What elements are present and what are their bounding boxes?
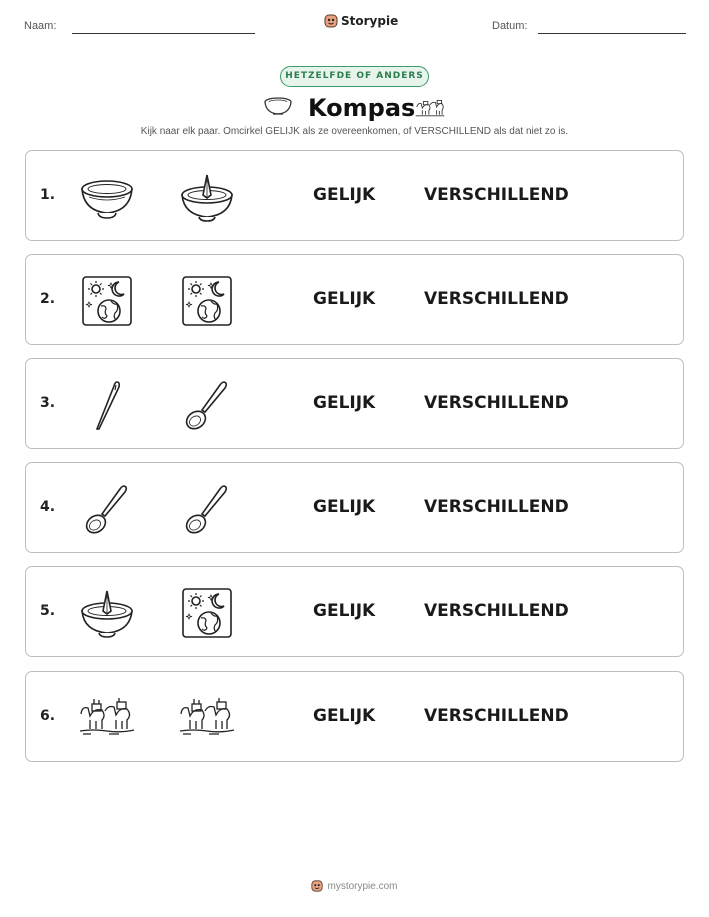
instructions: Kijk naar elk paar. Omcirkel GELIJK als ze overeenkomen, of VERSCHILLEND als dat niet zo is. bbox=[140, 126, 569, 137]
option-same[interactable]: GELIJK bbox=[313, 601, 376, 621]
day-night-globe-icon bbox=[179, 587, 235, 639]
category-badge: HETZELFDE OF ANDERS bbox=[280, 66, 429, 87]
spoon-icon bbox=[179, 379, 235, 431]
compass-bowl-icon bbox=[79, 587, 135, 639]
option-different[interactable]: VERSCHILLEND bbox=[424, 601, 569, 621]
option-same[interactable]: GELIJK bbox=[313, 497, 376, 517]
spoon-icon bbox=[179, 483, 235, 535]
question-number: 5. bbox=[40, 603, 56, 619]
option-same[interactable]: GELIJK bbox=[313, 393, 376, 413]
bowl-icon bbox=[263, 95, 293, 119]
question-number: 6. bbox=[40, 708, 56, 724]
name-label: Naam: bbox=[24, 20, 57, 32]
question-number: 1. bbox=[40, 187, 56, 203]
question-number: 4. bbox=[40, 499, 56, 515]
question-row-2 bbox=[25, 254, 684, 345]
option-different[interactable]: VERSCHILLEND bbox=[424, 706, 569, 726]
storypie-mascot-icon bbox=[311, 879, 323, 893]
date-line[interactable] bbox=[538, 33, 686, 34]
day-night-globe-icon bbox=[79, 275, 135, 327]
name-line[interactable] bbox=[72, 33, 255, 34]
option-same[interactable]: GELIJK bbox=[313, 706, 376, 726]
storypie-mascot-icon bbox=[324, 13, 338, 29]
question-row-3 bbox=[25, 358, 684, 449]
title-row bbox=[0, 93, 709, 125]
camel-caravan-icon bbox=[179, 696, 235, 736]
spoon-icon bbox=[79, 483, 135, 535]
brand-name: Storypie bbox=[341, 14, 399, 28]
page-title: Kompas bbox=[308, 94, 416, 122]
question-number: 3. bbox=[40, 395, 56, 411]
question-row-4 bbox=[25, 462, 684, 553]
option-different[interactable]: VERSCHILLEND bbox=[424, 393, 569, 413]
option-different[interactable]: VERSCHILLEND bbox=[424, 289, 569, 309]
question-row-5 bbox=[25, 566, 684, 657]
question-row-1 bbox=[25, 150, 684, 241]
needle-icon bbox=[79, 379, 135, 431]
question-row-6 bbox=[25, 671, 684, 762]
camel-caravan-icon bbox=[79, 696, 135, 736]
option-different[interactable]: VERSCHILLEND bbox=[424, 497, 569, 517]
bowl-icon bbox=[79, 171, 135, 223]
day-night-globe-icon bbox=[179, 275, 235, 327]
date-label: Datum: bbox=[492, 20, 528, 32]
option-same[interactable]: GELIJK bbox=[313, 289, 376, 309]
footer bbox=[0, 879, 709, 893]
footer-url[interactable]: mystorypie.com bbox=[327, 880, 398, 892]
compass-bowl-icon bbox=[179, 171, 235, 223]
option-different[interactable]: VERSCHILLEND bbox=[424, 185, 569, 205]
option-same[interactable]: GELIJK bbox=[313, 185, 376, 205]
question-number: 2. bbox=[40, 291, 56, 307]
brand-logo bbox=[324, 13, 398, 29]
camel-caravan-icon bbox=[412, 96, 448, 118]
